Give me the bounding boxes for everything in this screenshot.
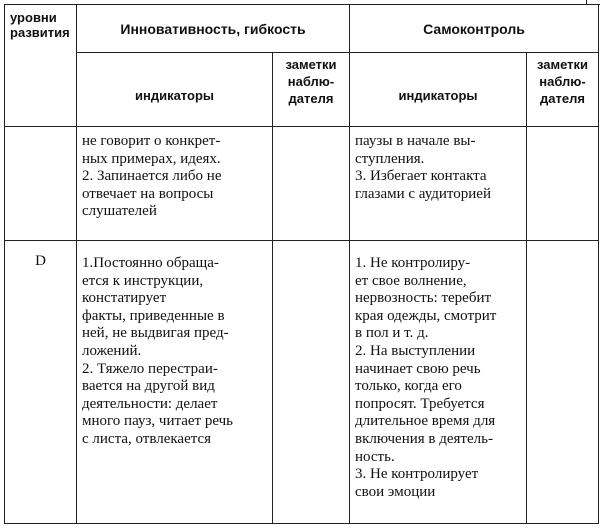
innovation-indicators-cell — [77, 127, 273, 241]
innovation-header: Инновативность, гибкость — [77, 5, 350, 53]
text-line: длительное время для — [355, 413, 496, 430]
selfcontrol-indicators-header: индикаторы — [350, 53, 527, 127]
text-line: попросят. Требуется — [355, 395, 485, 412]
text-line: деятельности: делает — [82, 395, 218, 412]
text-line: края одежды, смотрит — [355, 307, 497, 324]
text-line: только, когда его — [355, 378, 462, 395]
evaluation-table — [4, 4, 599, 524]
level-cell: D — [5, 241, 77, 524]
innovation-notes-cell — [273, 241, 350, 524]
selfcontrol-indicators-cell — [350, 127, 527, 241]
text-line: 2. Тяжело перестраи- — [82, 360, 218, 377]
text-line: глазами с аудиторией — [355, 185, 491, 202]
table-row — [5, 127, 599, 241]
text-line: 3. Избегает контакта — [355, 168, 487, 185]
text-line: констатирует — [82, 290, 167, 307]
selfcontrol-header: Самоконтроль — [350, 5, 599, 53]
text-line: ступления. — [355, 150, 425, 167]
text-line: ложений. — [82, 342, 142, 359]
selfcontrol-indicators-cell — [350, 241, 527, 524]
text-line: 1. Не контролиру- — [355, 255, 471, 271]
text-line: 2. Запинается либо не — [82, 168, 222, 185]
selfcontrol-notes-header: заметки наблю-дателя — [527, 53, 599, 127]
selfcontrol-notes-cell — [527, 241, 599, 524]
text-line: паузы в начале вы- — [355, 133, 476, 149]
text-line: слушателей — [82, 203, 157, 220]
table-row — [5, 241, 599, 524]
text-line: ется к инструкции, — [82, 272, 204, 289]
header-row-main — [5, 5, 599, 53]
text-line: не говорит о конкрет- — [82, 133, 221, 149]
text-line: ных примерах, идеях. — [82, 150, 221, 167]
text-line: в пол и т. д. — [355, 325, 429, 342]
innovation-notes-cell — [273, 127, 350, 241]
innovation-indicators-cell — [77, 241, 273, 524]
text-line: факты, приведенные в — [82, 307, 225, 324]
text-line: с листа, отвлекается — [82, 430, 212, 447]
selfcontrol-notes-cell — [527, 127, 599, 241]
text-line: отвечает на вопросы — [82, 185, 214, 202]
level-cell — [5, 127, 77, 241]
text-line: свои эмоции — [355, 483, 436, 500]
text-line: 2. На выступлении — [355, 342, 476, 359]
text-line: вается на другой вид — [82, 378, 215, 395]
levels-header: уровни развития — [5, 5, 77, 127]
text-line: 3. Не контролирует — [355, 466, 479, 483]
innovation-indicators-header: индикаторы — [77, 53, 273, 127]
text-line: много пауз, читает речь — [82, 413, 233, 430]
text-line: начинает свою речь — [355, 360, 481, 377]
text-line: включения в деятель- — [355, 430, 493, 447]
text-line: ней, не выдвигая пред- — [82, 325, 229, 342]
text-line: ность. — [355, 448, 395, 465]
text-line: ет свое волнение, — [355, 272, 467, 289]
text-line: нервозность: теребит — [355, 290, 492, 307]
header-row-sub — [5, 53, 599, 127]
innovation-notes-header: заметки наблю-дателя — [273, 53, 350, 127]
text-line: 1.Постоянно обраща- — [82, 255, 219, 271]
